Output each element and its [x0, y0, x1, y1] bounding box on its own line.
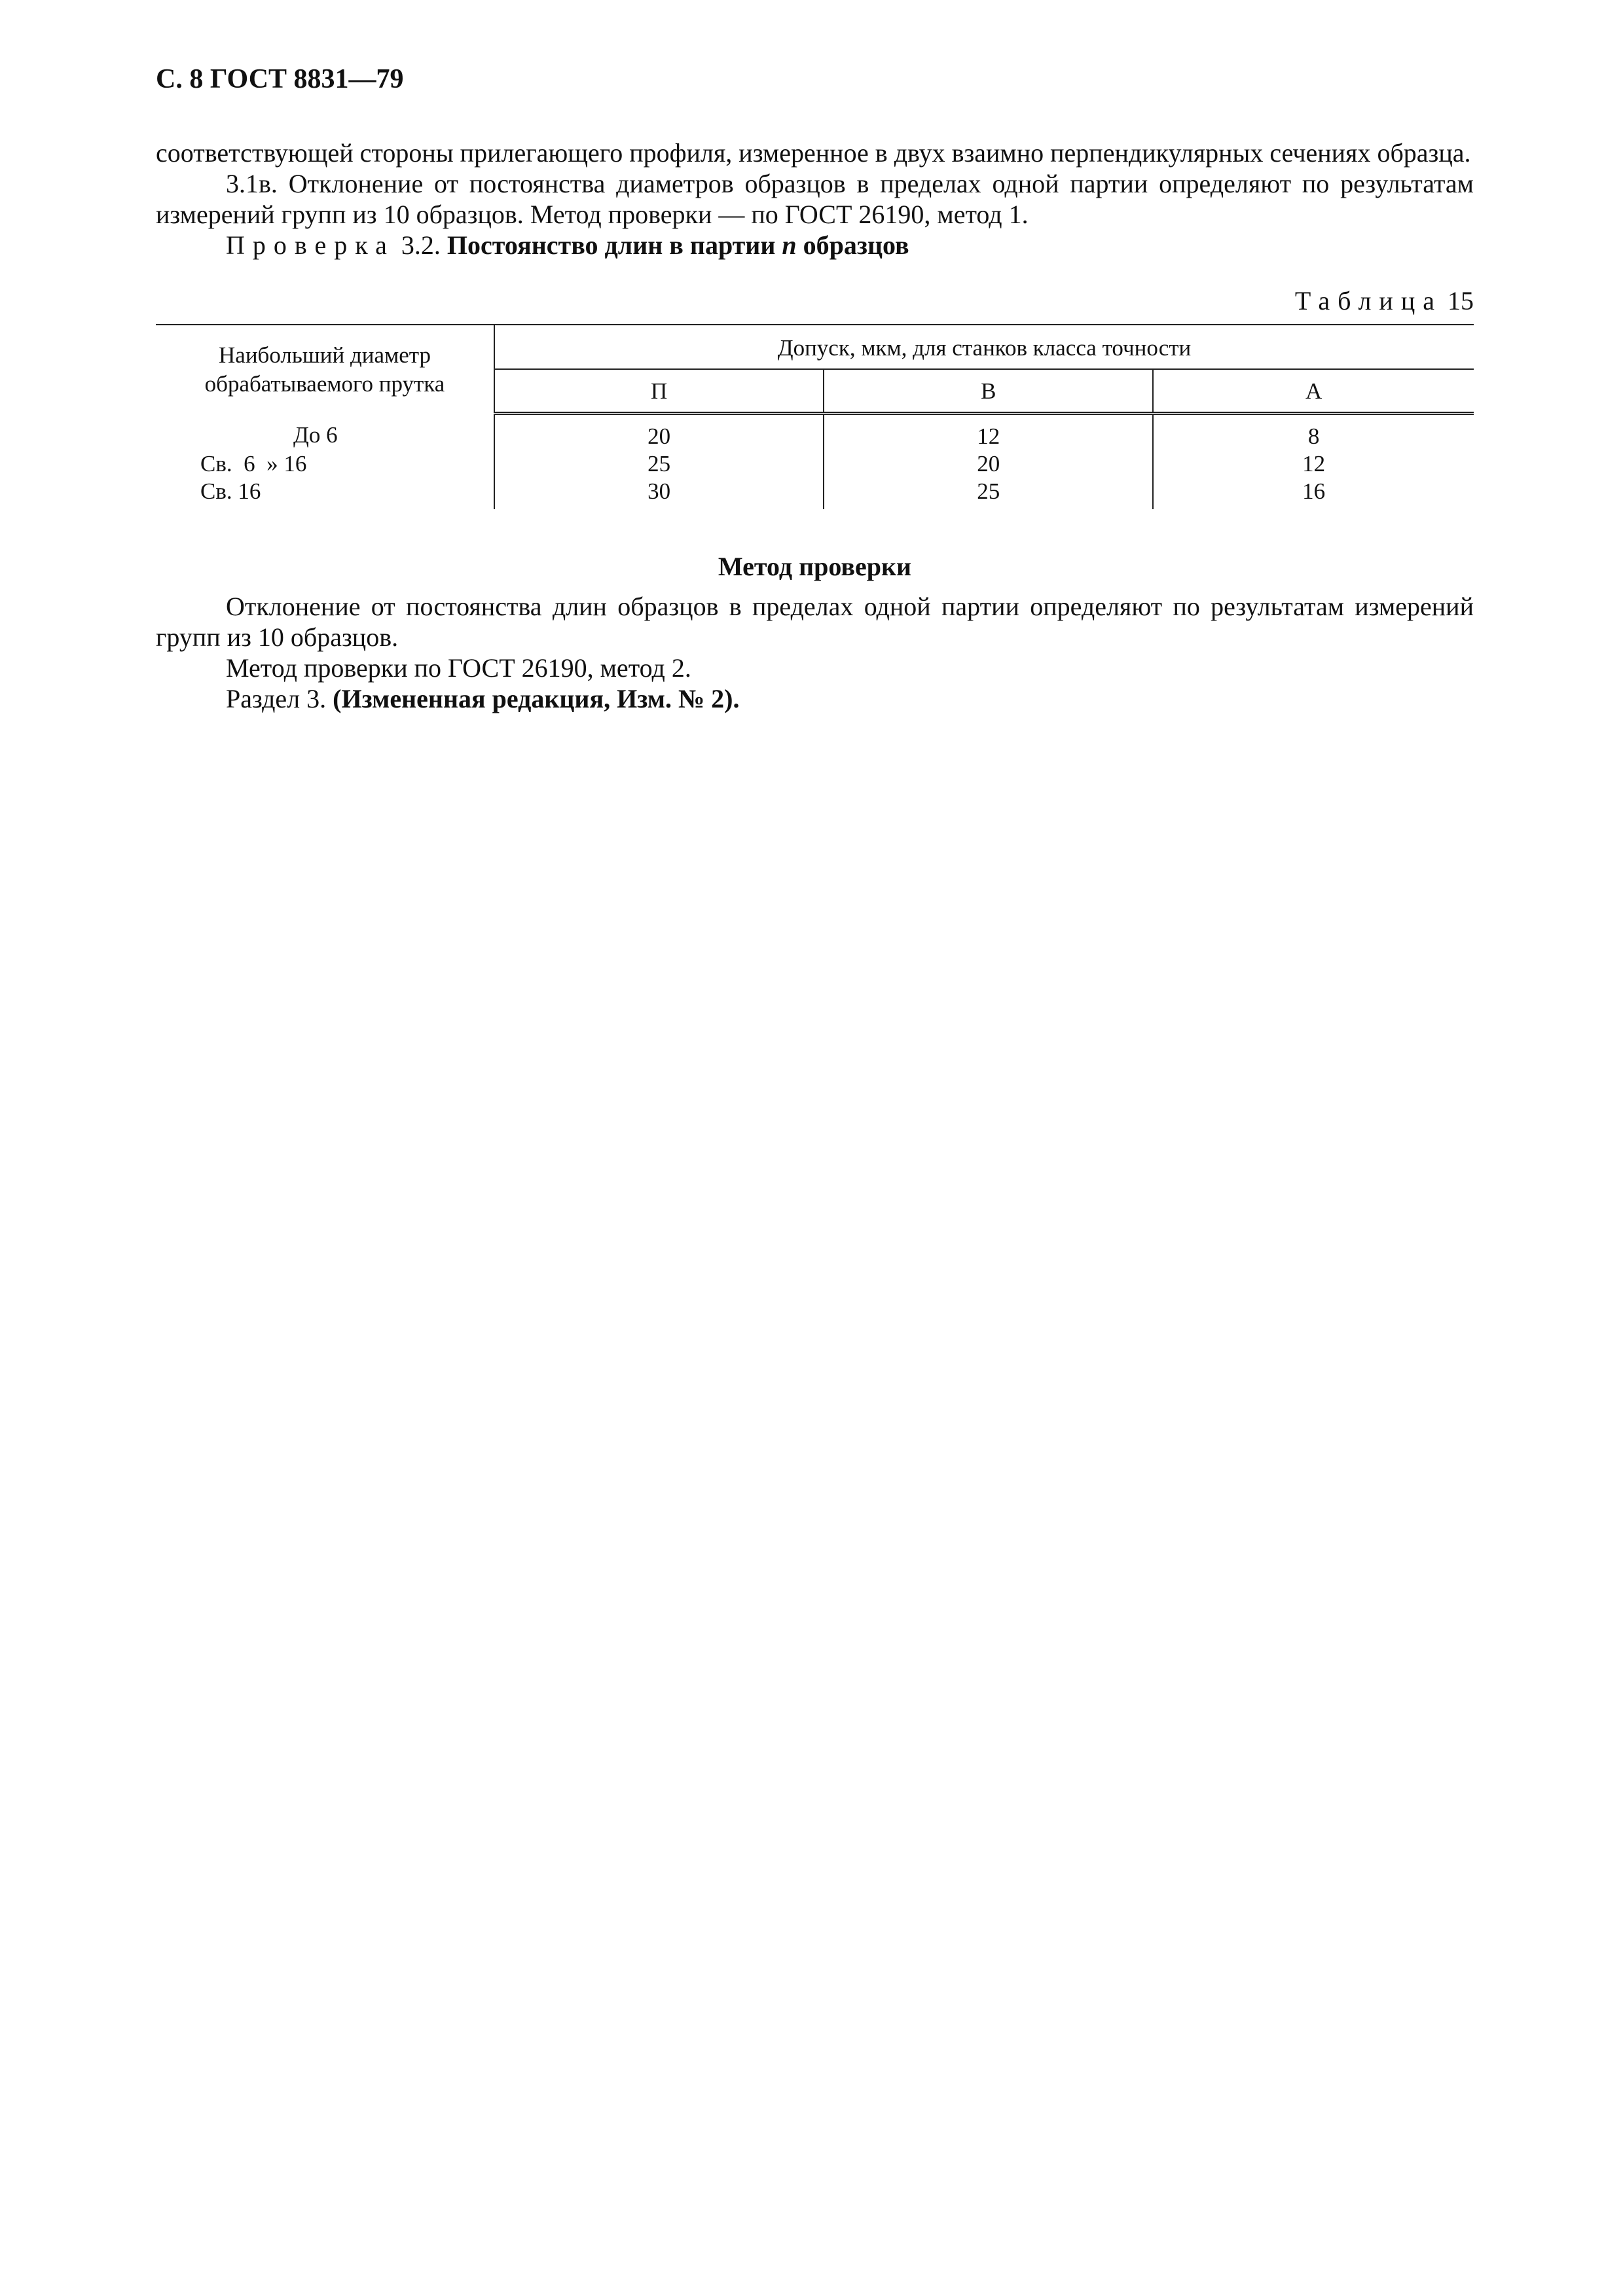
method-paragraph-2: Метод проверки по ГОСТ 26190, метод 2. — [226, 653, 691, 683]
column-header-diameter: Наибольший диаметр обрабатываемого прутка — [156, 325, 494, 414]
table-caption-number: 15 — [1448, 286, 1474, 316]
cell-class-a: 12 — [1302, 451, 1326, 477]
check-title-n: n — [782, 230, 797, 260]
table-caption — [156, 285, 1474, 316]
cell-diameter: До 6 — [156, 414, 494, 451]
cell-class-v: 12 — [824, 414, 1153, 451]
paragraph-check-3-2 — [156, 230, 1474, 260]
cell-class-p: 20 — [494, 414, 824, 451]
table-row — [156, 478, 1474, 509]
table-row — [156, 450, 1474, 478]
cell-class-p: 30 — [494, 478, 824, 509]
column-header-class-p: П — [494, 369, 824, 414]
cell-class-a: 16 — [1302, 478, 1326, 505]
method-paragraph-3 — [156, 683, 1474, 714]
cell-class-p: 25 — [494, 450, 824, 478]
document-page — [156, 63, 1474, 714]
method-paragraph-1: Отклонение от постоянства длин образцов в пределах одной партии определяют по результатам измерений групп из 10 образцов. — [156, 592, 1474, 653]
paragraph-3-1v: 3.1в. Отклонение от постоянства диаметров образцов в пределах одной партии определяют по результатам измерений групп из 10 образцов. Метод проверки — по ГОСТ 26190, метод 1. — [156, 169, 1474, 230]
check-title-b: образцов — [803, 230, 909, 260]
method-section-title: Метод проверки — [718, 552, 912, 582]
table-caption-label: Таблица — [1294, 286, 1442, 316]
paragraph-continuation: соответствующей стороны прилегающего профиля, измеренное в двух взаимно перпендикулярных сечениях образца. — [156, 138, 1471, 168]
section-reference: Раздел 3. — [226, 684, 327, 714]
check-number: 3.2. — [401, 230, 441, 260]
cell-class-v: 25 — [824, 478, 1153, 509]
table-row — [156, 414, 1474, 451]
amendment-note: (Измененная редакция, Изм. № 2). — [333, 684, 740, 714]
check-label: Проверка — [226, 230, 395, 260]
tolerance-table — [156, 324, 1474, 509]
cell-diameter: Св. 16 — [156, 478, 494, 509]
column-header-class-v: В — [824, 369, 1153, 414]
cell-diameter: Св. 6 » 16 — [156, 450, 494, 478]
check-title-a: Постоянство длин в партии — [447, 230, 776, 260]
column-header-tolerance: Допуск, мкм, для станков класса точности — [494, 325, 1474, 369]
cell-class-v: 20 — [824, 450, 1153, 478]
page-header: С. 8 ГОСТ 8831—79 — [156, 64, 404, 94]
cell-class-a: 8 — [1307, 423, 1320, 450]
column-header-class-a: А — [1153, 369, 1474, 414]
